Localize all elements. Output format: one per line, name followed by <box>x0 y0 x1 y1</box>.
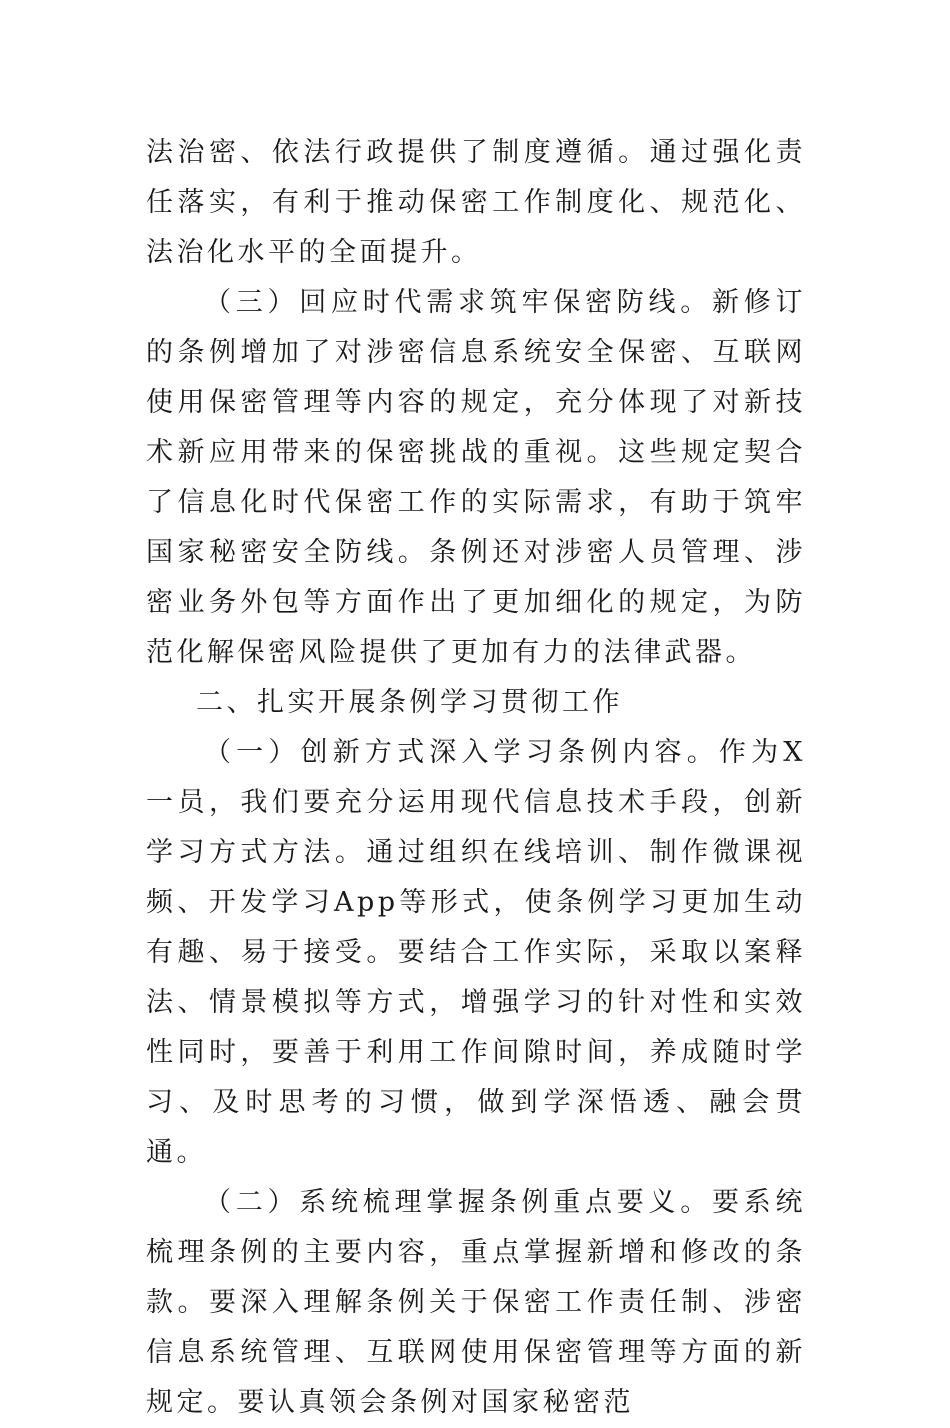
paragraph-subsection-one: （一）创新方式深入学习条例内容。作为X一员，我们要充分运用现代信息技术手段，创新学习方式方法。通过组织在线培训、制作微课视频、开发学习App等形式，使条例学习更加生动有趣、易于接受。要结合工作实际，采取以案释法、情景模拟等方式，增强学习的针对性和实效性同时，要善于利用工作间隙时间，养成随时学习、及时思考的习惯，做到学深悟透、融会贯通。 <box>146 737 806 1168</box>
paragraph-continuation: 法治密、依法行政提供了制度遵循。通过强化责任落实，有利于推动保密工作制度化、规范化、法治化水平的全面提升。 <box>146 137 806 268</box>
section-heading-two: 二、扎实开展条例学习贯彻工作 <box>196 687 623 718</box>
paragraph-section-three: （三）回应时代需求筑牢保密防线。新修订的条例增加了对涉密信息系统安全保密、互联网使用保密管理等内容的规定，充分体现了对新技术新应用带来的保密挑战的重视。这些规定契合了信息化时代保密工作的实际需求，有助于筑牢国家秘密安全防线。条例还对涉密人员管理、涉密业务外包等方面作出了更加细化的规定，为防范化解保密风险提供了更加有力的法律武器。 <box>146 287 806 668</box>
paragraph-subsection-two: （二）系统梳理掌握条例重点要义。要系统梳理条例的主要内容，重点掌握新增和修改的条款。要深入理解条例关于保密工作责任制、涉密信息系统管理、互联网使用保密管理等方面的新规定。要认真领会条例对国家秘密范 <box>146 1187 806 1418</box>
document-body <box>146 128 806 1428</box>
